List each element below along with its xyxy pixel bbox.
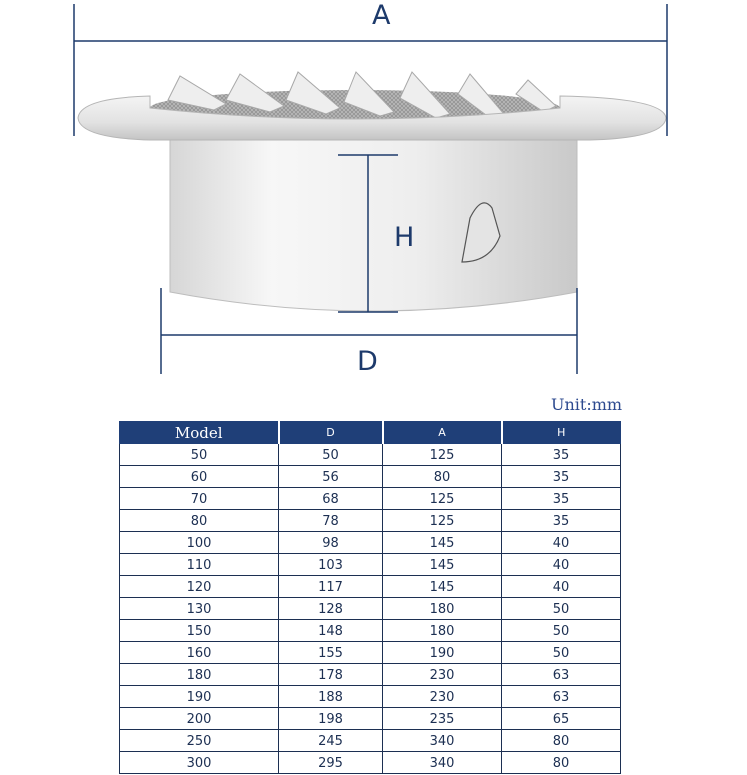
header-d: D xyxy=(279,422,383,444)
cell-model: 160 xyxy=(120,642,279,664)
cell-a: 235 xyxy=(383,708,502,730)
table-row xyxy=(120,576,621,598)
table-row xyxy=(120,488,621,510)
cell-model: 180 xyxy=(120,664,279,686)
cell-model: 190 xyxy=(120,686,279,708)
cell-d: 295 xyxy=(279,752,383,774)
cell-h: 65 xyxy=(502,708,621,730)
cell-model: 100 xyxy=(120,532,279,554)
cell-h: 50 xyxy=(502,620,621,642)
cell-a: 190 xyxy=(383,642,502,664)
table-row xyxy=(120,752,621,774)
cell-h: 40 xyxy=(502,554,621,576)
table-row xyxy=(120,510,621,532)
cell-d: 78 xyxy=(279,510,383,532)
cell-a: 125 xyxy=(383,444,502,466)
cell-a: 125 xyxy=(383,510,502,532)
cell-model: 200 xyxy=(120,708,279,730)
cell-model: 250 xyxy=(120,730,279,752)
table-row xyxy=(120,444,621,466)
cell-d: 128 xyxy=(279,598,383,620)
cell-h: 40 xyxy=(502,532,621,554)
cell-a: 340 xyxy=(383,752,502,774)
table-row xyxy=(120,620,621,642)
table-header-row xyxy=(120,422,621,444)
cell-h: 35 xyxy=(502,488,621,510)
cell-h: 63 xyxy=(502,664,621,686)
cell-d: 148 xyxy=(279,620,383,642)
cell-h: 80 xyxy=(502,752,621,774)
cell-d: 245 xyxy=(279,730,383,752)
cell-model: 150 xyxy=(120,620,279,642)
cell-d: 198 xyxy=(279,708,383,730)
dimension-d-label: D xyxy=(357,346,378,377)
unit-label: Unit:mm xyxy=(551,395,623,414)
cell-h: 35 xyxy=(502,466,621,488)
vent-body xyxy=(170,130,577,311)
dimension-a-label: A xyxy=(372,0,391,31)
table-body xyxy=(120,444,621,774)
table-row xyxy=(120,532,621,554)
cell-d: 98 xyxy=(279,532,383,554)
cell-d: 117 xyxy=(279,576,383,598)
cell-model: 60 xyxy=(120,466,279,488)
cell-a: 230 xyxy=(383,686,502,708)
cell-d: 178 xyxy=(279,664,383,686)
cell-model: 50 xyxy=(120,444,279,466)
table-row xyxy=(120,642,621,664)
cell-a: 230 xyxy=(383,664,502,686)
cell-model: 70 xyxy=(120,488,279,510)
cell-a: 125 xyxy=(383,488,502,510)
cell-d: 155 xyxy=(279,642,383,664)
cell-a: 145 xyxy=(383,532,502,554)
cell-a: 80 xyxy=(383,466,502,488)
cell-d: 68 xyxy=(279,488,383,510)
table-row xyxy=(120,730,621,752)
table-row xyxy=(120,554,621,576)
cell-model: 300 xyxy=(120,752,279,774)
cell-h: 35 xyxy=(502,444,621,466)
cell-a: 340 xyxy=(383,730,502,752)
cell-d: 188 xyxy=(279,686,383,708)
cell-model: 130 xyxy=(120,598,279,620)
cell-model: 110 xyxy=(120,554,279,576)
header-model: Model xyxy=(120,422,279,444)
cell-h: 40 xyxy=(502,576,621,598)
cell-d: 103 xyxy=(279,554,383,576)
cell-a: 180 xyxy=(383,620,502,642)
cell-d: 50 xyxy=(279,444,383,466)
cell-a: 145 xyxy=(383,554,502,576)
cell-h: 50 xyxy=(502,642,621,664)
cell-h: 80 xyxy=(502,730,621,752)
cell-h: 63 xyxy=(502,686,621,708)
table-row xyxy=(120,466,621,488)
table-row xyxy=(120,708,621,730)
header-a: A xyxy=(383,422,502,444)
cell-h: 50 xyxy=(502,598,621,620)
cell-a: 145 xyxy=(383,576,502,598)
table-row xyxy=(120,686,621,708)
cell-h: 35 xyxy=(502,510,621,532)
header-h: H xyxy=(502,422,621,444)
spec-table xyxy=(119,421,621,774)
dimension-h-label: H xyxy=(394,222,415,253)
cell-model: 80 xyxy=(120,510,279,532)
table-row xyxy=(120,598,621,620)
cell-model: 120 xyxy=(120,576,279,598)
table-row xyxy=(120,664,621,686)
cell-a: 180 xyxy=(383,598,502,620)
cell-d: 56 xyxy=(279,466,383,488)
